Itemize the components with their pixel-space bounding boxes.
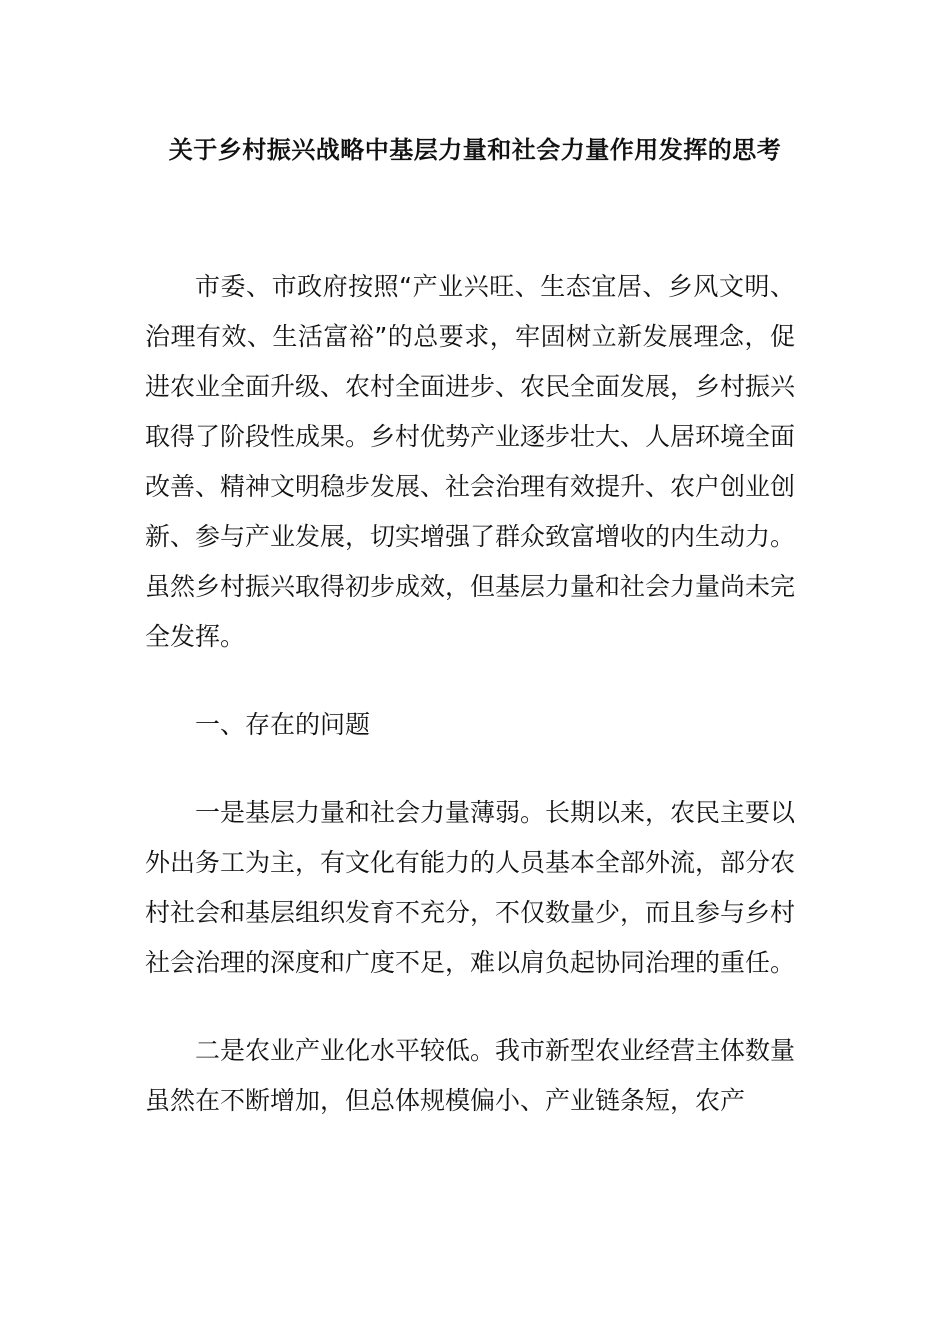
document-body (145, 262, 795, 1126)
intro-paragraph: 市委、市政府按照“产业兴旺、生态宜居、乡风文明、治理有效、生活富裕”的总要求，牢固树立新发展理念，促进农业全面升级、农村全面进步、农民全面发展，乡村振兴取得了阶段性成果。乡村优势产业逐步壮大、人居环境全面改善、精神文明稳步发展、社会治理有效提升、农户创业创新、参与产业发展，切实增强了群众致富增收的内生动力。虽然乡村振兴取得初步成效，但基层力量和社会力量尚未完全发挥。 (145, 272, 796, 651)
document-title: 关于乡村振兴战略中基层力量和社会力量作用发挥的思考 (168, 136, 782, 164)
problem-paragraph-1: 一是基层力量和社会力量薄弱。长期以来，农民主要以外出务工为主，有文化有能力的人员基本全部外流，部分农村社会和基层组织发育不充分，不仅数量少，而且参与乡村社会治理的深度和广度不足，难以肩负起协同治理的重任。 (145, 798, 796, 977)
section-heading-problems: 一、存在的问题 (195, 710, 371, 739)
problem-paragraph-2: 二是农业产业化水平较低。我市新型农业经营主体数量虽然在不断增加，但总体规模偏小、产业链条短，农产 (145, 1036, 796, 1115)
